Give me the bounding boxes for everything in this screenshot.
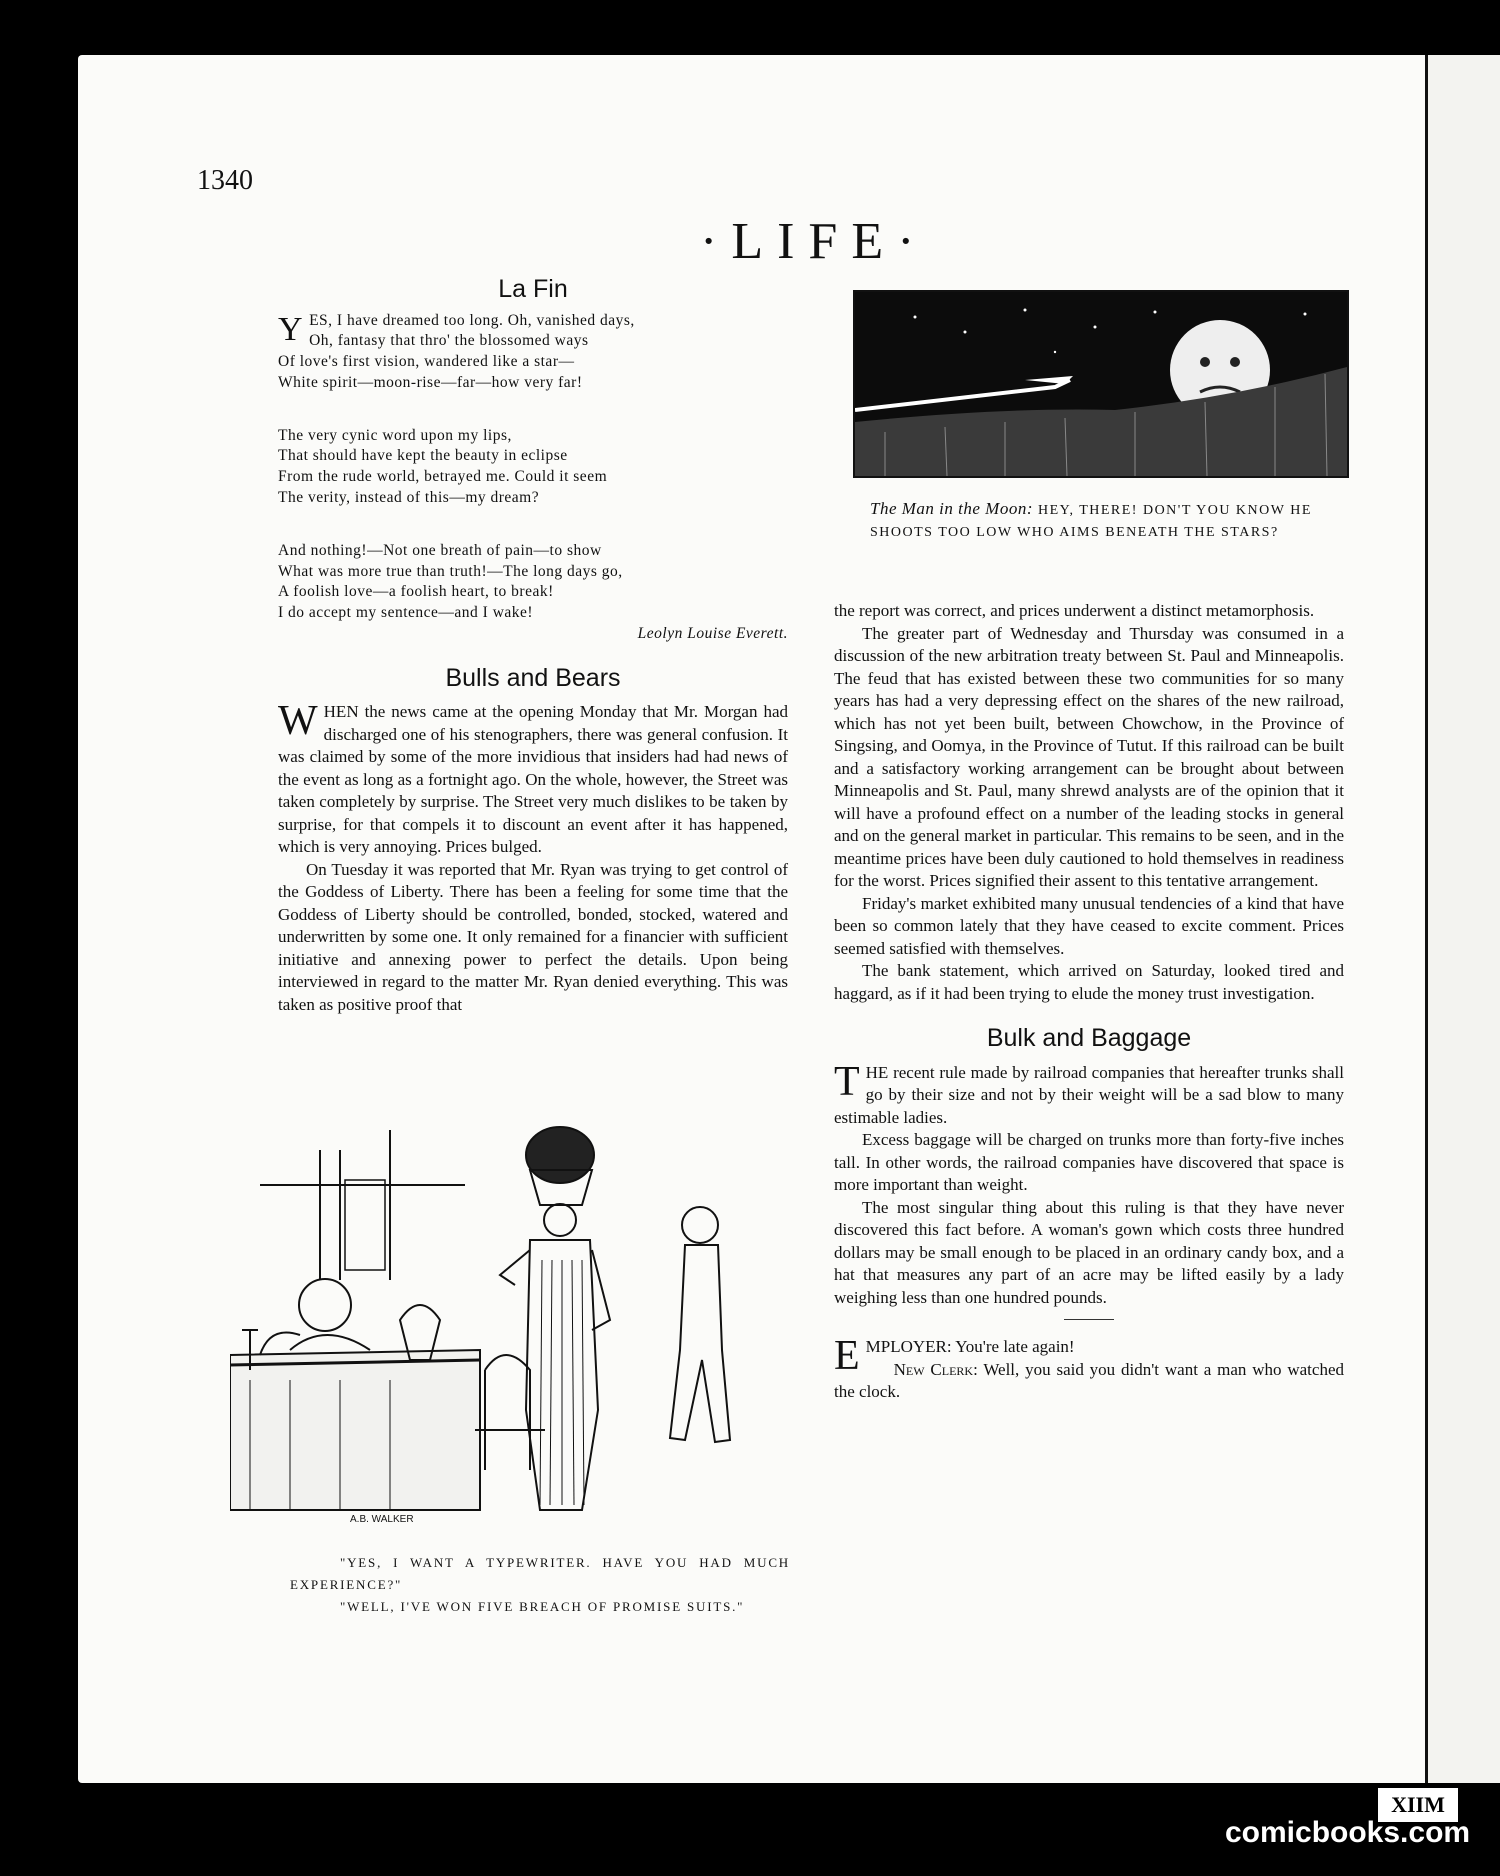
bulk-paragraph bbox=[834, 1058, 1344, 1130]
bulls-body-left bbox=[278, 698, 788, 1016]
moon-drawing bbox=[855, 292, 1347, 476]
poem-line: From the rude world, betrayed me. Could it seem bbox=[278, 468, 608, 486]
bulk-title: Bulk and Baggage bbox=[986, 1024, 1192, 1052]
poem-line: What was more true than truth!—The long days go, bbox=[278, 562, 623, 580]
page-tag: XIIM bbox=[1378, 1788, 1458, 1822]
page-number: 1340 bbox=[197, 165, 253, 196]
bulls-paragraph: the report was correct, and prices underwent a distinct metamorphosis. bbox=[834, 601, 1315, 620]
bulls-paragraph: The bank statement, which arrived on Saturday, looked tired and haggard, as if it had been trying to elude the money trust investigation. bbox=[834, 961, 1344, 1003]
joke-line-2: Well, you said you didn't want a man who watched the clock. bbox=[834, 1359, 1344, 1401]
moon-caption-speaker: The Man in the Moon: bbox=[870, 499, 1033, 518]
poem-line: The verity, instead of this—my dream? bbox=[278, 489, 540, 507]
bulk-paragraph: Excess baggage will be charged on trunks more than forty-five inches tall. In other words, the railroad companies have discovered that space is more important than weight. bbox=[834, 1130, 1344, 1194]
poem-stanza-2 bbox=[278, 426, 788, 509]
clerk-label: New Clerk: bbox=[893, 1359, 978, 1379]
poem-line: Of love's first vision, wandered like a star— bbox=[278, 353, 575, 371]
adjacent-page-edge bbox=[1425, 55, 1500, 1783]
bulls-paragraph: On Tuesday it was reported that Mr. Ryan was trying to get control of the Goddess of Liberty. There has been a feeling for some time that the Goddess of Liberty should be controlled, bonded, stocked, watered and underwritten by some one. It only remained for a financier with sufficient initiative and annexing power to perfect the details. Upon being interviewed in regard to the matter Mr. Ryan denied everything. This was taken as positive proof that bbox=[278, 859, 788, 1014]
bulls-title: Bulls and Bears bbox=[445, 663, 621, 692]
masthead: ·LIFE· bbox=[700, 213, 929, 270]
poem-line: Oh, fantasy that thro' the blossomed ways bbox=[309, 332, 589, 350]
moon-caption-text: HEY, THERE! DON'T YOU KNOW HE SHOOTS TOO LOW WHO AIMS BENEATH THE STARS? bbox=[870, 503, 1312, 540]
poem-stanza-3 bbox=[278, 541, 788, 624]
bulk-paragraph: The most singular thing about this ruling is that they have never discovered this fact before. A woman's gown which costs three hundred dollars may be small enough to be placed in an ordinary candy box, and a hat that measures any part of an acre may be lifted easily by a lady weighing less than one hundred pounds. bbox=[834, 1197, 1344, 1307]
dropcap: E bbox=[834, 1333, 860, 1379]
bulls-paragraph: The greater part of Wednesday and Thursday was consumed in a discussion of the new arbitration treaty between St. Paul and Minneapolis. The feud that has existed between these two communities for so many years has had a very depressing effect on the shares of the new railroad, which has not yet been built, between Chowchow, in the Province of Singsing, and Oomya, in the Province of Tutut. If this railroad can be built and a satisfactory working arrangement can be brought about between Minneapolis and St. Paul, many shrewd analysts are of the opinion that it will have a profound effect on a number of the leading stocks in general and on the general market in particular. This remains to be seen, and in the meantime prices have been duly cautioned to hold themselves in readiness for the worst. Prices signified their assent to this tentative arrangement. bbox=[834, 623, 1344, 890]
la-fin-title: La Fin bbox=[498, 275, 568, 303]
moon-illustration bbox=[853, 290, 1349, 478]
divider bbox=[1064, 1319, 1114, 1320]
poem-line: A foolish love—a foolish heart, to break! bbox=[278, 583, 554, 601]
artist-signature: A.B. WALKER bbox=[350, 1514, 414, 1525]
poem-line: ES, I have dreamed too long. Oh, vanished days, bbox=[309, 311, 635, 329]
poem-line: White spirit—moon-rise—far—how very far! bbox=[278, 373, 583, 391]
bulk-p1-text: HE recent rule made by railroad companies that hereafter trunks shall go by their size and not by their weight will be a sad blow to many estimable ladies. bbox=[834, 1062, 1344, 1127]
bulls-paragraph bbox=[278, 698, 788, 859]
joke-line-1: MPLOYER: You're late again! bbox=[865, 1337, 1075, 1356]
poem-stanza-1 bbox=[278, 311, 788, 394]
dropcap: W bbox=[278, 698, 318, 745]
poem-line: That should have kept the beauty in eclipse bbox=[278, 447, 568, 465]
poem bbox=[278, 311, 788, 645]
poem-line: And nothing!—Not one breath of pain—to show bbox=[278, 541, 602, 559]
la-fin-section bbox=[278, 275, 788, 1016]
bulls-p1-text: HEN the news came at the opening Monday that Mr. Morgan had discharged one of his stenographers, there was general confusion. It was claimed by some of the more invidious that insiders had had news of the event as long as a fortnight ago. On the whole, however, the Street was taken completely by surprise. The Street very much dislikes to be taken by surprise, for that compels it to discount an event after it has happened, which is very annoying. Prices bulged. bbox=[278, 702, 788, 857]
joke-paragraph bbox=[834, 1359, 1344, 1404]
dropcap: Y bbox=[278, 310, 304, 348]
cartoon-caption-line-2: "WELL, I'VE WON FIVE BREACH OF PROMISE SUITS." bbox=[340, 1599, 745, 1614]
cartoon-caption bbox=[290, 1552, 790, 1618]
watermark: comicbooks.com bbox=[1225, 1816, 1471, 1849]
bulls-paragraph: Friday's market exhibited many unusual tendencies of a kind that have been so common lately that they have ceased to excite comment. Prices seemed satisfied with themselves. bbox=[834, 893, 1344, 958]
moon-caption bbox=[870, 498, 1340, 544]
cartoon-illustration bbox=[230, 1110, 790, 1530]
poem-line: The very cynic word upon my lips, bbox=[278, 426, 512, 444]
right-column bbox=[834, 600, 1344, 1404]
dropcap: T bbox=[834, 1058, 860, 1105]
poem-signature: Leolyn Louise Everett. bbox=[637, 625, 788, 643]
cartoon-caption-line-1: "YES, I WANT A TYPEWRITER. HAVE YOU HAD MUCH EXPERIENCE?" bbox=[290, 1555, 790, 1592]
poem-line: I do accept my sentence—and I wake! bbox=[278, 604, 534, 622]
